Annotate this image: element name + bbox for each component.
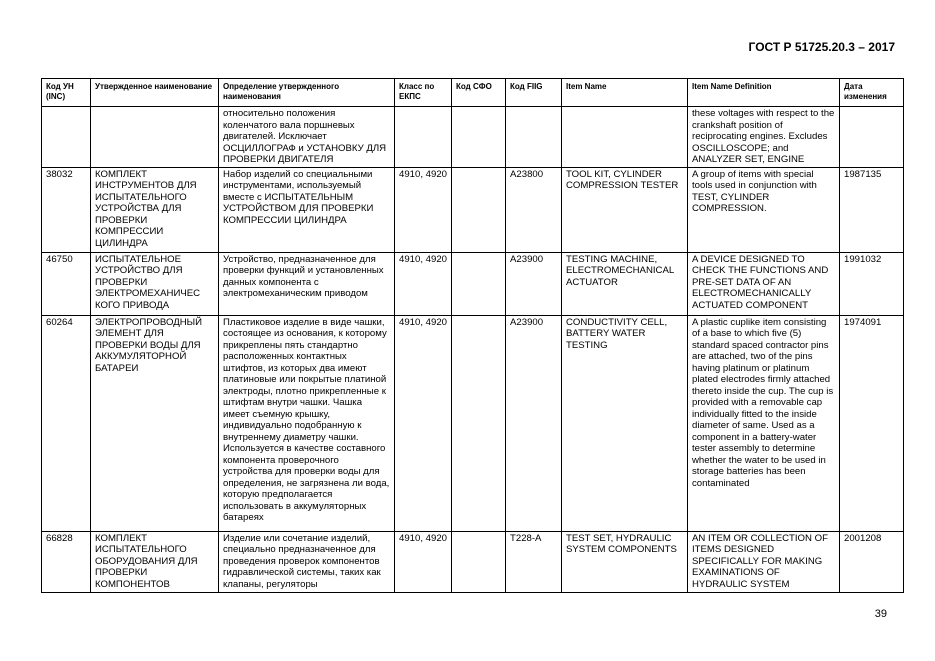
cell-definition: Устройство, предназначенное для проверки функций и установленных данных компонента с электромеханическим приводом — [219, 252, 395, 315]
standard-number: ГОСТ Р 51725.20.3 – 2017 — [748, 40, 895, 54]
page-number: 39 — [874, 608, 887, 620]
cell-date: 1987135 — [840, 167, 904, 252]
cell-fiig: A23900 — [506, 252, 562, 315]
cell-code: 66828 — [42, 531, 91, 592]
column-header-definition: Определение утвержденного наименования — [219, 79, 395, 107]
table-row — [42, 531, 904, 592]
table-row — [42, 167, 904, 252]
cell-sfo — [452, 107, 506, 168]
cell-name — [91, 107, 219, 168]
cell-code: 60264 — [42, 315, 91, 531]
cell-date — [840, 107, 904, 168]
table-row — [42, 315, 904, 531]
nomenclature-table — [41, 78, 904, 593]
column-header-item-definition: Item Name Definition — [688, 79, 840, 107]
cell-item-name: TEST SET, HYDRAULIC SYSTEM COMPONENTS — [562, 531, 688, 592]
cell-fiig: T228-A — [506, 531, 562, 592]
cell-fiig: A23900 — [506, 315, 562, 531]
cell-item-name: TOOL KIT, CYLINDER COMPRESSION TESTER — [562, 167, 688, 252]
cell-name: ИСПЫТАТЕЛЬНОЕ УСТРОЙСТВО ДЛЯ ПРОВЕРКИ ЭЛЕКТРОМЕХАНИЧЕС КОГО ПРИВОДА — [91, 252, 219, 315]
column-header-name: Утвержденное наименование — [91, 79, 219, 107]
column-header-fiig: Код FIIG — [506, 79, 562, 107]
column-header-sfo: Код СФО — [452, 79, 506, 107]
column-header-item-name: Item Name — [562, 79, 688, 107]
cell-class — [395, 107, 452, 168]
cell-definition: Пластиковое изделие в виде чашки, состоящее из основания, к которому прикреплены пять стандартно расположенных контактных штифтов, из которых два имеют платиновые или покрытые платиной электроды, плотно прикрепленные к штифтам внутри чашки. Чашка имеет съемную крышку, индивидуально подобранную к внутреннему диаметру чашки. Используется в качестве составного компонента проверочного устройства для проверки воды для определения, не загрязнена ли вода, которую предполагается использовать в аккумуляторных батареях — [219, 315, 395, 531]
cell-sfo — [452, 315, 506, 531]
cell-class: 4910, 4920 — [395, 315, 452, 531]
cell-date: 1974091 — [840, 315, 904, 531]
cell-code — [42, 107, 91, 168]
table-header-row — [42, 79, 904, 107]
cell-sfo — [452, 531, 506, 592]
cell-name: КОМПЛЕКТ ИСПЫТАТЕЛЬНОГО ОБОРУДОВАНИЯ ДЛЯ ПРОВЕРКИ КОМПОНЕНТОВ — [91, 531, 219, 592]
cell-class: 4910, 4920 — [395, 167, 452, 252]
cell-definition: относительно положения коленчатого вала поршневых двигателей. Исключает ОСЦИЛЛОГРАФ и УСТАНОВКУ ДЛЯ ПРОВЕРКИ ДВИГАТЕЛЯ — [219, 107, 395, 168]
table-row — [42, 252, 904, 315]
cell-fiig — [506, 107, 562, 168]
cell-code: 46750 — [42, 252, 91, 315]
cell-date: 1991032 — [840, 252, 904, 315]
cell-class: 4910, 4920 — [395, 531, 452, 592]
cell-item-name: CONDUCTIVITY CELL, BATTERY WATER TESTING — [562, 315, 688, 531]
cell-class: 4910, 4920 — [395, 252, 452, 315]
cell-item-definition: these voltages with respect to the crankshaft position of reciprocating engines. Excludes OSCILLOSCOPE; and ANALYZER SET, ENGINE — [688, 107, 840, 168]
cell-sfo — [452, 167, 506, 252]
table-row — [42, 107, 904, 168]
column-header-date: Дата изменения — [840, 79, 904, 107]
cell-item-definition: A group of items with special tools used in conjunction with TEST, CYLINDER COMPRESSION. — [688, 167, 840, 252]
cell-definition: Изделие или сочетание изделий, специально предназначенное для проведения проверок компонентов гидравлической системы, таких как клапаны, регуляторы — [219, 531, 395, 592]
cell-date: 2001208 — [840, 531, 904, 592]
cell-fiig: A23800 — [506, 167, 562, 252]
cell-name: ЭЛЕКТРОПРОВОДНЫЙ ЭЛЕМЕНТ ДЛЯ ПРОВЕРКИ ВОДЫ ДЛЯ АККУМУЛЯТОРНОЙ БАТАРЕИ — [91, 315, 219, 531]
cell-item-definition: AN ITEM OR COLLECTION OF ITEMS DESIGNED SPECIFICALLY FOR MAKING EXAMINATIONS OF HYDRAULIC SYSTEM — [688, 531, 840, 592]
cell-sfo — [452, 252, 506, 315]
cell-item-name: TESTING MACHINE, ELECTROMECHANICAL ACTUATOR — [562, 252, 688, 315]
cell-definition: Набор изделий со специальными инструментами, используемый вместе с ИСПЫТАТЕЛЬНЫМ УСТРОЙСТВОМ ДЛЯ ПРОВЕРКИ КОМПРЕССИИ ЦИЛИНДРА — [219, 167, 395, 252]
column-header-code: Код УН (INC) — [42, 79, 91, 107]
cell-item-definition: A DEVICE DESIGNED TO CHECK THE FUNCTIONS AND PRE-SET DATA OF AN ELECTROMECHANICALLY ACTUATED COMPONENT — [688, 252, 840, 315]
cell-item-definition: A plastic cuplike item consisting of a base to which five (5) standard spaced contractor pins are attached, two of the pins having platinum or platinum plated electrodes firmly attached thereto inside the cup. The cup is provided with a removable cap individually fitted to the inside diameter of same. Used as a component in a battery-water tester assembly to determine whether the water to be used in storage batteries has been contaminated — [688, 315, 840, 531]
cell-code: 38032 — [42, 167, 91, 252]
cell-name: КОМПЛЕКТ ИНСТРУМЕНТОВ ДЛЯ ИСПЫТАТЕЛЬНОГО УСТРОЙСТВА ДЛЯ ПРОВЕРКИ КОМПРЕССИИ ЦИЛИНДРА — [91, 167, 219, 252]
cell-item-name — [562, 107, 688, 168]
column-header-class: Класс по ЕКПС — [395, 79, 452, 107]
